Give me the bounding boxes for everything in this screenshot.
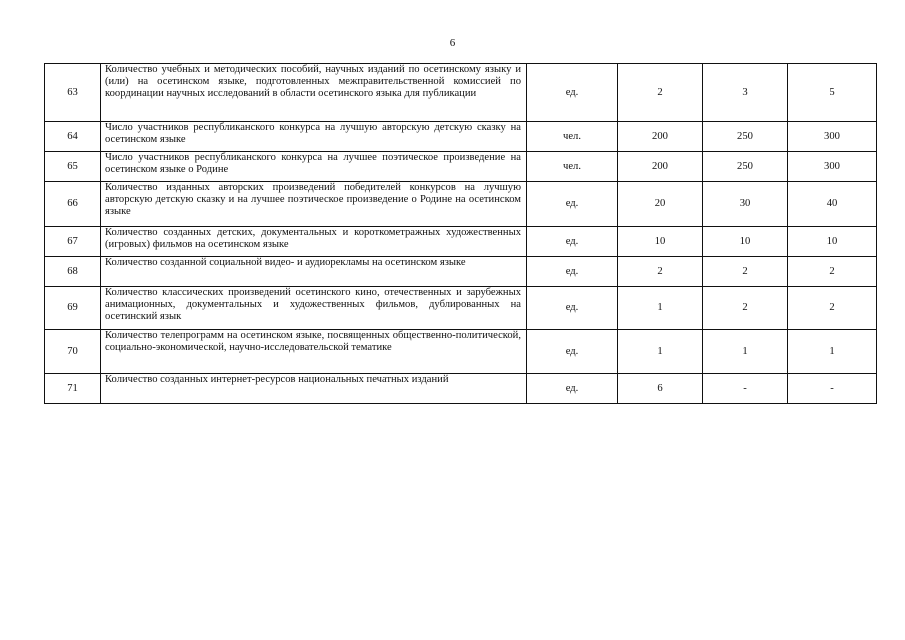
value-cell: 200 bbox=[618, 122, 703, 152]
indicator-description-cell: Число участников республиканского конкурса на лучшее поэтическое произведение на осетинском языке о Родине bbox=[101, 152, 527, 182]
value-cell: 20 bbox=[618, 182, 703, 227]
indicator-description-cell: Количество созданных детских, документальных и короткометражных художественных (игровых) фильмов на осетинском языке bbox=[101, 227, 527, 257]
value-cell: 250 bbox=[703, 122, 788, 152]
value-cell: 300 bbox=[788, 122, 877, 152]
value-cell: 30 bbox=[703, 182, 788, 227]
value-cell: 5 bbox=[788, 64, 877, 122]
value-cell: 2 bbox=[788, 287, 877, 330]
table-row bbox=[45, 122, 877, 152]
value-cell: 300 bbox=[788, 152, 877, 182]
unit-cell: чел. bbox=[527, 122, 618, 152]
value-cell: 200 bbox=[618, 152, 703, 182]
row-number-cell: 66 bbox=[45, 182, 101, 227]
indicator-description-cell: Количество изданных авторских произведений победителей конкурсов на лучшую авторскую детскую сказку и на лучшее поэтическое произведение о Родине на осетинском языке bbox=[101, 182, 527, 227]
indicator-description-cell: Число участников республиканского конкурса на лучшую авторскую детскую сказку на осетинском языке bbox=[101, 122, 527, 152]
row-number-cell: 63 bbox=[45, 64, 101, 122]
value-cell: 2 bbox=[618, 64, 703, 122]
value-cell: 2 bbox=[703, 257, 788, 287]
table-row bbox=[45, 182, 877, 227]
value-cell: 2 bbox=[618, 257, 703, 287]
indicator-description-cell: Количество созданной социальной видео- и аудиорекламы на осетинском языке bbox=[101, 257, 527, 287]
unit-cell: ед. bbox=[527, 64, 618, 122]
value-cell: 1 bbox=[618, 330, 703, 374]
unit-cell: ед. bbox=[527, 227, 618, 257]
row-number-cell: 70 bbox=[45, 330, 101, 374]
indicators-table bbox=[44, 63, 877, 404]
value-cell: 1 bbox=[618, 287, 703, 330]
table-row bbox=[45, 64, 877, 122]
row-number-cell: 67 bbox=[45, 227, 101, 257]
indicator-description-cell: Количество созданных интернет-ресурсов национальных печатных изданий bbox=[101, 374, 527, 404]
value-cell: 6 bbox=[618, 374, 703, 404]
value-cell: 2 bbox=[703, 287, 788, 330]
value-cell: 40 bbox=[788, 182, 877, 227]
value-cell: 1 bbox=[703, 330, 788, 374]
value-cell: 10 bbox=[618, 227, 703, 257]
table-row bbox=[45, 257, 877, 287]
value-cell: 2 bbox=[788, 257, 877, 287]
value-cell: - bbox=[703, 374, 788, 404]
value-cell: 10 bbox=[788, 227, 877, 257]
unit-cell: ед. bbox=[527, 182, 618, 227]
row-number-cell: 64 bbox=[45, 122, 101, 152]
value-cell: - bbox=[788, 374, 877, 404]
table-row bbox=[45, 287, 877, 330]
unit-cell: ед. bbox=[527, 330, 618, 374]
unit-cell: чел. bbox=[527, 152, 618, 182]
table-row bbox=[45, 227, 877, 257]
row-number-cell: 68 bbox=[45, 257, 101, 287]
value-cell: 3 bbox=[703, 64, 788, 122]
value-cell: 10 bbox=[703, 227, 788, 257]
indicator-description-cell: Количество классических произведений осетинского кино, отечественных и зарубежных анимационных, документальных и художественных фильмов, дублированных на осетинский язык bbox=[101, 287, 527, 330]
row-number-cell: 71 bbox=[45, 374, 101, 404]
page-number: 6 bbox=[449, 37, 456, 49]
unit-cell: ед. bbox=[527, 374, 618, 404]
unit-cell: ед. bbox=[527, 287, 618, 330]
table-row bbox=[45, 330, 877, 374]
row-number-cell: 69 bbox=[45, 287, 101, 330]
table-row bbox=[45, 374, 877, 404]
value-cell: 1 bbox=[788, 330, 877, 374]
indicator-description-cell: Количество учебных и методических пособий, научных изданий по осетинскому языку и (или) на осетинском языке, подготовленных межправительственной комиссией по координации научных исследований в области осетинского языка для публикации bbox=[101, 64, 527, 122]
row-number-cell: 65 bbox=[45, 152, 101, 182]
value-cell: 250 bbox=[703, 152, 788, 182]
unit-cell: ед. bbox=[527, 257, 618, 287]
indicator-description-cell: Количество телепрограмм на осетинском языке, посвященных общественно-политической, социально-экономической, научно-исследовательской тематике bbox=[101, 330, 527, 374]
table-row bbox=[45, 152, 877, 182]
